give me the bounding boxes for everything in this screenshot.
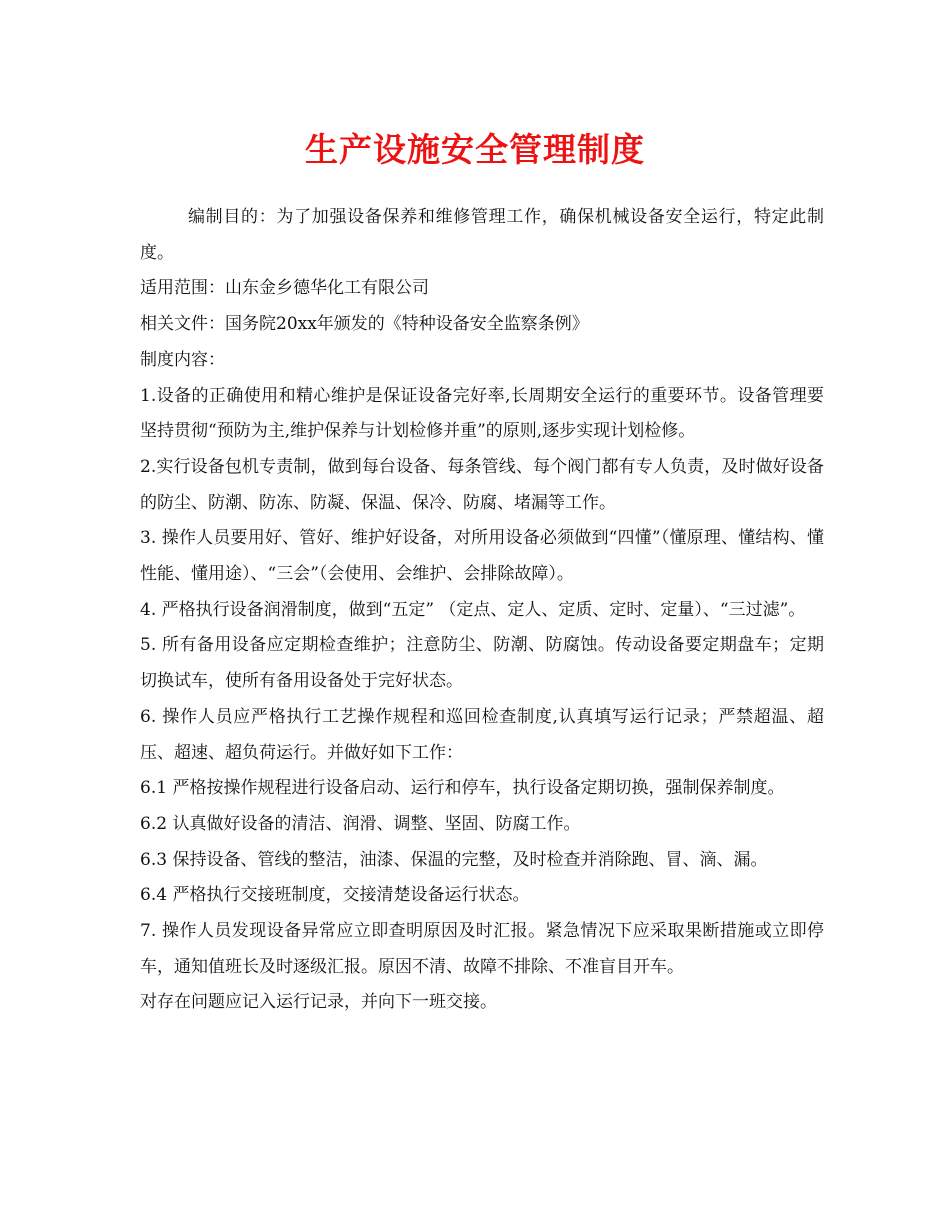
- clause-2: 2.实行设备包机专责制，做到每台设备、每条管线、每个阀门都有专人负责，及时做好设备的防尘、防潮、防冻、防凝、保温、保冷、防腐、堵漏等工作。: [140, 456, 824, 513]
- clause-1: 1.设备的正确使用和精心维护是保证设备完好率,长周期安全运行的重要环节。设备管理要坚持贯彻“预防为主,维护保养与计划检修并重”的原则,逐步实现计划检修。: [140, 385, 824, 442]
- clause-7: 7. 操作人员发现设备异常应立即查明原因及时汇报。紧急情况下应采取果断措施或立即停车，通知值班长及时逐级汇报。原因不清、故障不排除、不准盲目开车。: [140, 921, 824, 977]
- clause-5: 5. 所有备用设备应定期检查维护；注意防尘、防潮、防腐蚀。传动设备要定期盘车；定期切换试车，使所有备用设备处于完好状态。: [140, 635, 824, 692]
- clause-6-1: 6.1 严格按操作规程进行设备启动、运行和停车，执行设备定期切换，强制保养制度。: [140, 778, 785, 799]
- clause-3: 3. 操作人员要用好、管好、维护好设备，对所用设备必须做到“四懂”（懂原理、懂结构、懂性能、懂用途）、“三会”（会使用、会维护、会排除故障）。: [140, 528, 824, 585]
- clause-4: 4. 严格执行设备润滑制度，做到“五定” （定点、定人、定质、定时、定量）、“三过滤”。: [140, 599, 806, 620]
- clause-6-3: 6.3 保持设备、管线的整洁，油漆、保温的完整，及时检查并消除跑、冒、滴、漏。: [140, 849, 768, 870]
- content-heading: 制度内容：: [140, 349, 225, 370]
- document-title: 生产设施安全管理制度: [305, 130, 645, 169]
- related-documents-paragraph: 相关文件：国务院20xx年颁发的《特种设备安全监察条例》: [140, 314, 589, 335]
- purpose-paragraph: 编制目的：为了加强设备保养和维修管理工作，确保机械设备安全运行，特定此制度。: [140, 207, 824, 263]
- clause-7-continuation: 对存在问题应记入运行记录，并向下一班交接。: [140, 992, 497, 1013]
- clause-6: 6. 操作人员应严格执行工艺操作规程和巡回检查制度,认真填写运行记录；严禁超温、超压、超速、超负荷运行。并做好如下工作：: [140, 706, 824, 763]
- clause-6-2: 6.2 认真做好设备的清洁、润滑、调整、坚固、防腐工作。: [140, 813, 581, 834]
- document-body: [140, 200, 824, 1021]
- clause-6-4: 6.4 严格执行交接班制度，交接清楚设备运行状态。: [140, 885, 530, 906]
- scope-paragraph: 适用范围：山东金乡德华化工有限公司: [140, 278, 429, 299]
